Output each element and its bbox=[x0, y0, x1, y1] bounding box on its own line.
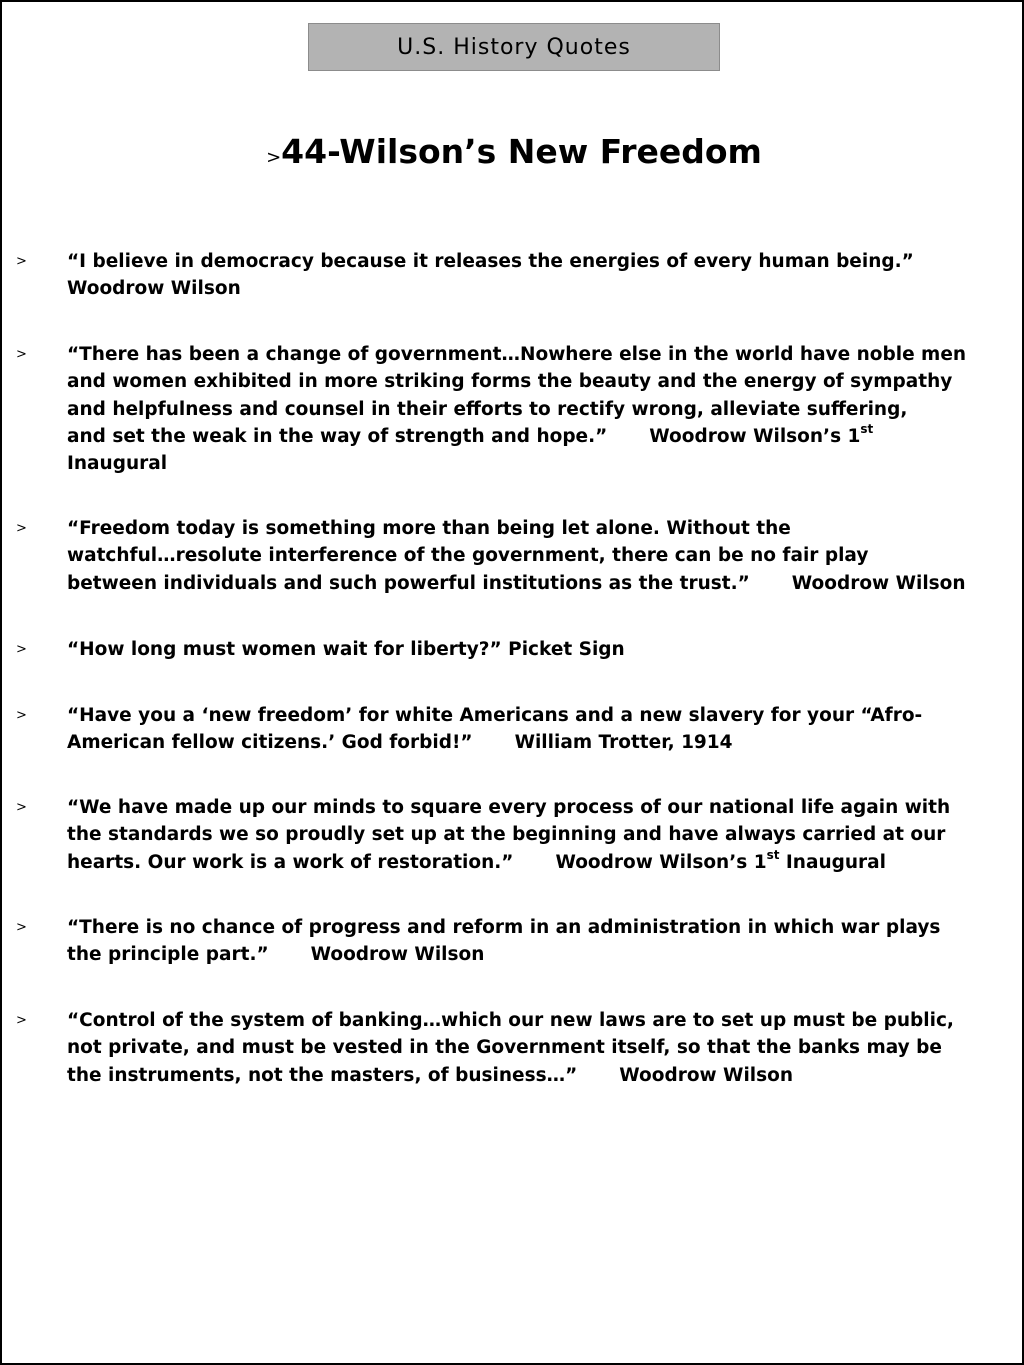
header-label: U.S. History Quotes bbox=[397, 34, 631, 60]
ordinal-suffix: st bbox=[860, 421, 874, 436]
title-bullet-icon: > bbox=[266, 147, 282, 168]
quote-line: “Have you a ‘new freedom’ for white Americans and a new slavery for your “Afro- bbox=[67, 705, 923, 726]
quote-line: “There is no chance of progress and reform in an administration in which war plays bbox=[67, 917, 941, 938]
quote-item-8 bbox=[67, 1007, 1017, 1089]
quote-item-3 bbox=[67, 515, 1017, 597]
quote-attribution: Woodrow Wilson’s 1 bbox=[555, 851, 767, 873]
quote-item-2 bbox=[67, 341, 1017, 477]
quote-line: “Freedom today is something more than being let alone. Without the bbox=[67, 518, 791, 539]
quote-attribution: William Trotter, 1914 bbox=[514, 732, 733, 754]
ordinal-suffix: st bbox=[766, 847, 780, 862]
bullet-icon: > bbox=[16, 1013, 27, 1028]
bullet-icon: > bbox=[16, 521, 27, 536]
quote-line: the standards we so proudly set up at the beginning and have always carried at our bbox=[67, 824, 946, 846]
quote-line: and women exhibited in more striking forms the beauty and the energy of sympathy bbox=[67, 371, 953, 393]
bullet-icon: > bbox=[16, 920, 27, 935]
quote-item-7 bbox=[67, 914, 1017, 969]
quote-line: “There has been a change of government…Nowhere else in the world have noble men bbox=[67, 344, 967, 365]
quote-attribution: Woodrow Wilson bbox=[310, 944, 485, 966]
quote-line: between individuals and such powerful institutions as the trust.” bbox=[67, 572, 750, 594]
quote-attribution-tail: Inaugural bbox=[785, 851, 886, 873]
bullet-icon: > bbox=[16, 642, 27, 657]
quote-line: hearts. Our work is a work of restoration.” bbox=[67, 851, 514, 873]
quote-line: and helpfulness and counsel in their efforts to rectify wrong, alleviate suffering, bbox=[67, 398, 908, 420]
bullet-icon: > bbox=[16, 800, 27, 815]
bullet-icon: > bbox=[16, 254, 27, 269]
quote-line: “Control of the system of banking…which our new laws are to set up must be public, bbox=[67, 1010, 954, 1031]
quote-attribution: Woodrow Wilson bbox=[619, 1064, 794, 1086]
quote-attribution-tail: Inaugural bbox=[67, 453, 168, 475]
page-title bbox=[2, 132, 1024, 171]
title-text: 44-Wilson’s New Freedom bbox=[281, 132, 762, 171]
quote-line: and set the weak in the way of strength and hope.” bbox=[67, 425, 608, 447]
quote-attribution: Woodrow Wilson bbox=[67, 278, 241, 300]
quote-line: “We have made up our minds to square every process of our national life again with bbox=[67, 797, 951, 818]
quote-item-1 bbox=[67, 248, 1017, 303]
quote-line: the instruments, not the masters, of business…” bbox=[67, 1064, 578, 1086]
quote-item-4 bbox=[67, 636, 1017, 663]
header-banner bbox=[308, 23, 720, 71]
quote-line: “I believe in democracy because it releases the energies of every human being.” bbox=[67, 251, 914, 272]
quote-attribution: Picket Sign bbox=[508, 639, 625, 660]
bullet-icon: > bbox=[16, 347, 27, 362]
quote-line: not private, and must be vested in the Government itself, so that the banks may be bbox=[67, 1037, 942, 1059]
quote-line: American fellow citizens.’ God forbid!” bbox=[67, 732, 473, 754]
quote-item-5 bbox=[67, 702, 1017, 757]
bullet-icon: > bbox=[16, 708, 27, 723]
quote-attribution: Woodrow Wilson’s 1 bbox=[649, 425, 861, 447]
quote-line: “How long must women wait for liberty?” bbox=[67, 639, 502, 660]
quote-line: the principle part.” bbox=[67, 944, 269, 966]
quote-item-6 bbox=[67, 794, 1017, 876]
quote-attribution: Woodrow Wilson bbox=[791, 572, 966, 594]
quote-line: watchful…resolute interference of the government, there can be no fair play bbox=[67, 545, 869, 567]
